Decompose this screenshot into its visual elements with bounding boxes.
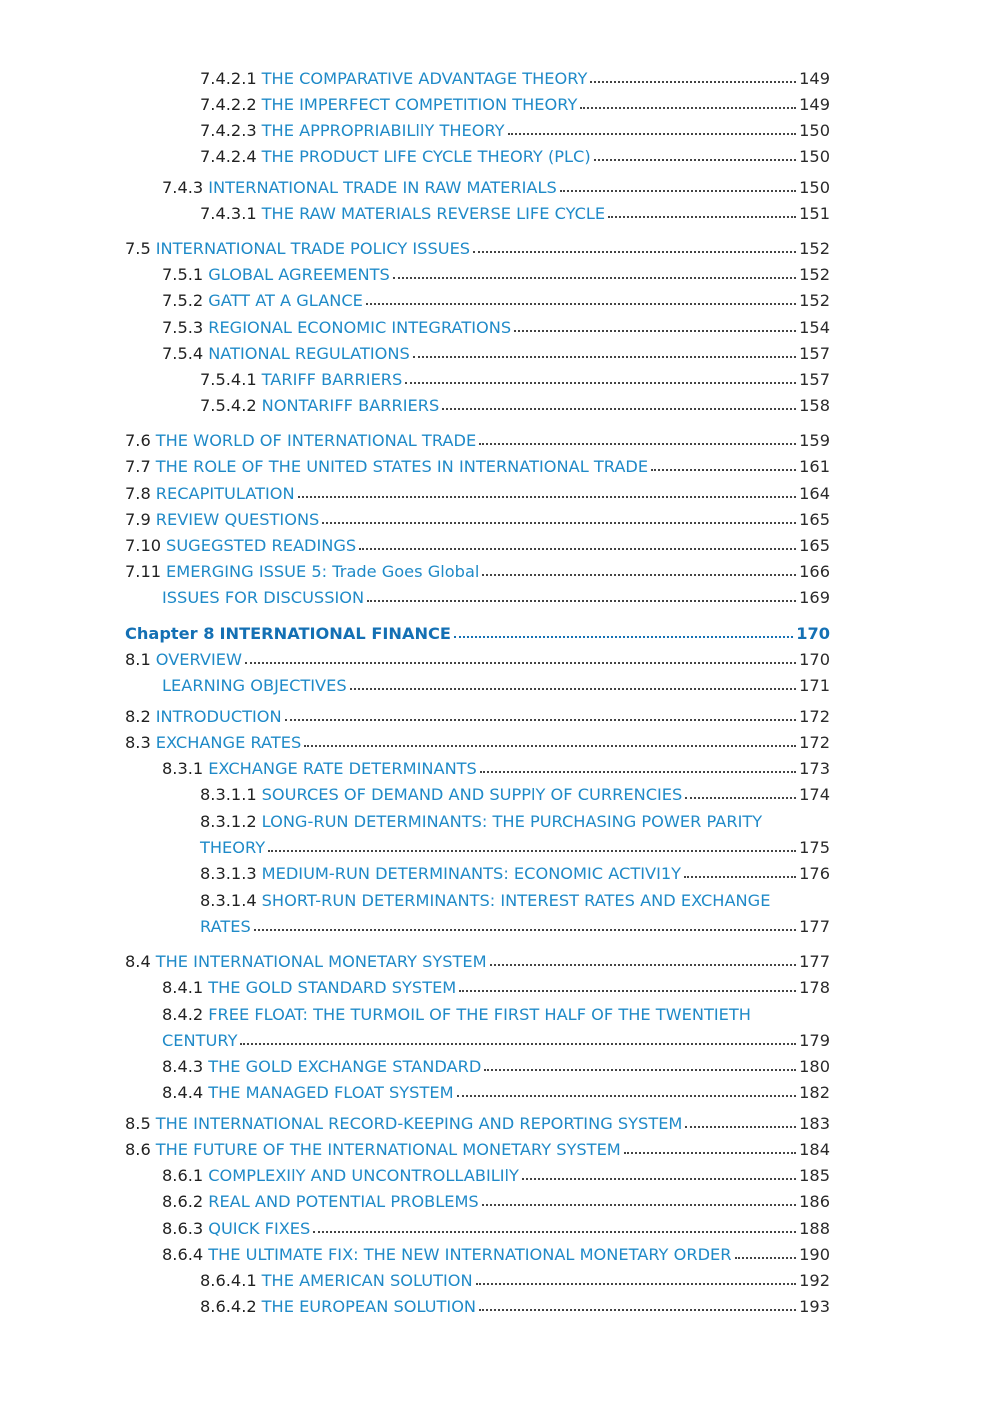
page-number: 152	[799, 290, 830, 310]
toc-entry[interactable]	[162, 336, 830, 362]
page-number: 158	[799, 395, 830, 415]
dot-leader	[240, 1043, 796, 1045]
entry-title[interactable]: INTERNATIONAL TRADE IN RAW MATERIALS	[208, 177, 557, 197]
page-number: 171	[799, 675, 830, 695]
dot-leader	[442, 408, 796, 410]
dot-leader	[522, 1178, 796, 1180]
page-number: 188	[799, 1218, 830, 1238]
toc-chapter-entry[interactable]	[125, 616, 830, 642]
entry-number: 8.6.4	[162, 1244, 204, 1264]
dot-leader	[304, 745, 796, 747]
toc-entry[interactable]	[162, 668, 830, 694]
toc-entry[interactable]	[162, 170, 830, 196]
entry-title[interactable]: THE IMPERFECT COMPETITION THEORY	[261, 94, 578, 114]
entry-title[interactable]: GLOBAL AGREEMENTS	[208, 264, 390, 284]
dot-leader	[594, 159, 796, 161]
page-number: 180	[799, 1056, 830, 1076]
entry-title[interactable]: THE GOLD STANDARD SYSTEM	[208, 977, 457, 997]
entry-title[interactable]: TARIFF BARRIERS	[261, 369, 403, 389]
page-number: 170	[799, 649, 830, 669]
entry-title-continued[interactable]: RATES	[200, 916, 251, 936]
entry-title[interactable]: THE RAW MATERIALS REVERSE LIFE CYCLE	[261, 203, 606, 223]
toc-entry[interactable]	[200, 1289, 830, 1315]
entry-title[interactable]: SUGEGSTED READINGS	[166, 535, 357, 555]
entry-number: 7.4.3.1	[200, 203, 257, 223]
entry-number: 7.4.2.1	[200, 68, 257, 88]
dot-leader	[580, 107, 796, 109]
entry-title[interactable]: EXCHANGE RATE DETERMINANTS	[208, 758, 477, 778]
dot-leader	[608, 216, 796, 218]
entry-title[interactable]: THE APPROPRIABILllY THEORY	[261, 120, 505, 140]
entry-number: 7.5.2	[162, 290, 204, 310]
entry-number: 7.9	[125, 509, 151, 529]
dot-leader	[413, 356, 796, 358]
toc-entry[interactable]	[125, 1106, 830, 1132]
page-number: 170	[796, 623, 830, 643]
page-number: 151	[799, 203, 830, 223]
entry-number: 8.3.1.3	[200, 863, 257, 883]
entry-title[interactable]: THE AMERICAN SOLUTION	[261, 1270, 473, 1290]
dot-leader	[560, 190, 796, 192]
toc-entry[interactable]	[125, 423, 830, 449]
toc-entry[interactable]	[200, 388, 830, 414]
toc-entry[interactable]	[162, 580, 830, 606]
entry-title[interactable]: QUICK FIXES	[208, 1218, 311, 1238]
toc-entry[interactable]	[125, 944, 830, 970]
entry-number: 8.6.2	[162, 1191, 204, 1211]
entry-number: 7.5.4.1	[200, 369, 257, 389]
dot-leader	[366, 303, 796, 305]
entry-number: 8.6.1	[162, 1165, 204, 1185]
page-number: 157	[799, 343, 830, 363]
entry-title[interactable]: SOURCES OF DEMAND AND SUPPlY OF CURRENCIES	[261, 784, 683, 804]
dot-leader	[393, 277, 796, 279]
dot-leader	[473, 251, 796, 253]
dot-leader	[490, 964, 796, 966]
entry-number: 8.4	[125, 951, 151, 971]
dot-leader	[350, 688, 796, 690]
page-number: 154	[799, 317, 830, 337]
entry-number: 8.2	[125, 706, 151, 726]
dot-leader	[245, 662, 796, 664]
dot-leader	[482, 574, 796, 576]
toc-entry[interactable]	[125, 502, 830, 528]
toc-entry[interactable]	[200, 804, 830, 856]
entry-title[interactable]: THE FUTURE OF THE INTERNATIONAL MONETARY SYSTEM	[155, 1139, 621, 1159]
entry-number: 8.4.4	[162, 1082, 204, 1102]
entry-title[interactable]: NONTARIFF BARRIERS	[261, 395, 440, 415]
dot-leader	[508, 133, 797, 135]
page-number: 149	[799, 68, 830, 88]
entry-number: 7.6	[125, 430, 151, 450]
toc-entry[interactable]	[162, 283, 830, 309]
dot-leader	[482, 1204, 796, 1206]
dot-leader	[285, 719, 796, 721]
page-number: 193	[799, 1296, 830, 1316]
chapter-number: Chapter 8	[125, 623, 215, 643]
toc-entry[interactable]	[162, 310, 830, 336]
page-number: 149	[799, 94, 830, 114]
dot-leader	[298, 496, 797, 498]
entry-title[interactable]: THE ROLE OF THE UNITED STATES IN INTERNATIONAL TRADE	[155, 456, 649, 476]
dot-leader	[514, 330, 796, 332]
toc-entry[interactable]	[125, 231, 830, 257]
entry-number: 8.6	[125, 1139, 151, 1159]
page-number: 172	[799, 732, 830, 752]
entry-title-continued[interactable]: CENTURY	[162, 1030, 238, 1050]
toc-entry[interactable]	[200, 139, 830, 165]
page-number: 164	[799, 483, 830, 503]
dot-leader	[454, 636, 793, 638]
page-number: 177	[799, 951, 830, 971]
dot-leader	[359, 548, 796, 550]
dot-leader	[254, 929, 796, 931]
page-number: 166	[799, 561, 830, 581]
dot-leader	[322, 522, 796, 524]
entry-title[interactable]: THE GOLD EXCHANGE STANDARD	[208, 1056, 482, 1076]
entry-title[interactable]: SHORT-RUN DETERMINANTS: INTEREST RATES AND EXCHANGE	[261, 890, 771, 910]
entry-title[interactable]: REGIONAL ECONOMIC INTEGRATIONS	[208, 317, 512, 337]
page-number: 169	[799, 587, 830, 607]
dot-leader	[480, 771, 796, 773]
entry-number: 8.3.1.4	[200, 890, 257, 910]
entry-title[interactable]: LEARNING OBJECTIVES	[162, 675, 347, 695]
toc-entry[interactable]	[200, 113, 830, 139]
toc-entry[interactable]	[125, 476, 830, 502]
entry-number: 7.7	[125, 456, 151, 476]
chapter-title[interactable]: INTERNATIONAL FINANCE	[219, 623, 451, 643]
entry-title[interactable]: THE COMPARATIVE ADVANTAGE THEORY	[261, 68, 588, 88]
dot-leader	[457, 1095, 797, 1097]
dot-leader	[268, 850, 796, 852]
page-number: 184	[799, 1139, 830, 1159]
toc-entry[interactable]	[125, 725, 830, 751]
toc-entry[interactable]	[125, 699, 830, 725]
entry-title[interactable]: COMPLEXIlY AND UNCONTROLLABILIlY	[208, 1165, 519, 1185]
dot-leader	[684, 876, 796, 878]
entry-number: 7.5.4.2	[200, 395, 257, 415]
page-number: 175	[799, 837, 830, 857]
entry-number: 7.8	[125, 483, 151, 503]
page-number: 185	[799, 1165, 830, 1185]
entry-title[interactable]: THE PRODUCT LIFE CYCLE THEORY (PLC)	[261, 146, 591, 166]
toc-entry[interactable]	[162, 257, 830, 283]
dot-leader	[590, 81, 796, 83]
entry-number: 7.5.3	[162, 317, 204, 337]
entry-title[interactable]: THE INTERNATIONAL RECORD-KEEPING AND REPORTING SYSTEM	[155, 1113, 683, 1133]
entry-title[interactable]: THE WORLD OF INTERNATIONAL TRADE	[155, 430, 477, 450]
entry-number: 8.4.2	[162, 1004, 204, 1024]
entry-title[interactable]: THE EUROPEAN SOLUTION	[261, 1296, 477, 1316]
page-number: 174	[799, 784, 830, 804]
page-number: 178	[799, 977, 830, 997]
dot-leader	[624, 1152, 796, 1154]
toc-entry[interactable]	[200, 196, 830, 222]
entry-title[interactable]: OVERVIEW	[155, 649, 242, 669]
entry-title[interactable]: THE INTERNATIONAL MONETARY SYSTEM	[155, 951, 487, 971]
toc-entry[interactable]	[125, 554, 830, 580]
entry-number: 8.5	[125, 1113, 151, 1133]
page-number: 176	[799, 863, 830, 883]
entry-number: 7.5.1	[162, 264, 204, 284]
page-number: 150	[799, 120, 830, 140]
toc-entry[interactable]	[162, 970, 830, 996]
entry-number: 8.4.3	[162, 1056, 204, 1076]
toc-entry[interactable]	[125, 1132, 830, 1158]
toc-entry[interactable]	[200, 883, 830, 935]
entry-number: 7.4.2.3	[200, 120, 257, 140]
toc-entry[interactable]	[125, 528, 830, 554]
toc-entry[interactable]	[125, 449, 830, 475]
dot-leader	[479, 1309, 796, 1311]
entry-title[interactable]: THE MANAGED FLOAT SYSTEM	[208, 1082, 454, 1102]
page-number: 179	[799, 1030, 830, 1050]
entry-title[interactable]: MEDIUM-RUN DETERMINANTS: ECONOMIC ACTIVI1Y	[261, 863, 682, 883]
toc-entry[interactable]	[200, 777, 830, 803]
entry-title[interactable]: GATT AT A GLANCE	[208, 290, 363, 310]
page-number: 150	[799, 146, 830, 166]
entry-title[interactable]: REVIEW QUESTIONS	[155, 509, 320, 529]
page-number: 173	[799, 758, 830, 778]
entry-number: 7.4.3	[162, 177, 204, 197]
toc-entry[interactable]	[125, 642, 830, 668]
page-number: 157	[799, 369, 830, 389]
entry-number: 7.4.2.2	[200, 94, 257, 114]
page-number: 177	[799, 916, 830, 936]
dot-leader	[476, 1283, 797, 1285]
page-number: 182	[799, 1082, 830, 1102]
toc-entry[interactable]	[162, 751, 830, 777]
entry-number: 8.3.1.1	[200, 784, 257, 804]
entry-title[interactable]: ISSUES FOR DISCUSSION	[162, 587, 365, 607]
toc-entry[interactable]	[162, 1158, 830, 1184]
page-number: 190	[799, 1244, 830, 1264]
dot-leader	[459, 990, 796, 992]
page-number: 183	[799, 1113, 830, 1133]
toc-entry[interactable]	[162, 997, 830, 1049]
page-number: 159	[799, 430, 830, 450]
page-number: 192	[799, 1270, 830, 1290]
entry-number: 8.6.3	[162, 1218, 204, 1238]
entry-number: 8.6.4.1	[200, 1270, 257, 1290]
toc-entry[interactable]	[200, 1263, 830, 1289]
entry-title[interactable]: LONG-RUN DETERMINANTS: THE PURCHASING POWER PARITY	[261, 811, 763, 831]
entry-title[interactable]: REAL AND POTENTIAL PROBLEMS	[208, 1191, 479, 1211]
dot-leader	[313, 1231, 796, 1233]
entry-title[interactable]: NATIONAL REGULATIONS	[208, 343, 410, 363]
dot-leader	[405, 382, 796, 384]
page-number: 152	[799, 238, 830, 258]
toc-entry[interactable]	[162, 1184, 830, 1210]
entry-title[interactable]: INTERNATIONAL TRADE POLICY ISSUES	[155, 238, 471, 258]
entry-number: 7.10	[125, 535, 162, 555]
entry-title[interactable]: THE ULTIMATE FIX: THE NEW INTERNATIONAL MONETARY ORDER	[208, 1244, 732, 1264]
toc-entry[interactable]	[200, 87, 830, 113]
page-number: 186	[799, 1191, 830, 1211]
page-number: 165	[799, 535, 830, 555]
page-number: 161	[799, 456, 830, 476]
dot-leader	[735, 1257, 797, 1259]
toc-entry[interactable]	[162, 1211, 830, 1237]
entry-title[interactable]: INTRODUCTION	[155, 706, 282, 726]
page-number: 165	[799, 509, 830, 529]
page-number: 172	[799, 706, 830, 726]
toc-entry[interactable]	[162, 1237, 830, 1263]
page-number: 150	[799, 177, 830, 197]
entry-number: 8.3	[125, 732, 151, 752]
entry-title-continued[interactable]: THEORY	[200, 837, 266, 857]
entry-title[interactable]: RECAPITULATION	[155, 483, 295, 503]
entry-title[interactable]: EXCHANGE RATES	[155, 732, 302, 752]
entry-number: 7.5.4	[162, 343, 204, 363]
entry-number: 7.5	[125, 238, 151, 258]
toc-entry[interactable]	[162, 1049, 830, 1075]
dot-leader	[651, 469, 796, 471]
dot-leader	[484, 1069, 796, 1071]
entry-number: 8.3.1.2	[200, 811, 257, 831]
toc-entry[interactable]	[200, 61, 830, 87]
dot-leader	[685, 797, 796, 799]
entry-number: 7.11	[125, 561, 162, 581]
dot-leader	[685, 1126, 796, 1128]
toc-entry[interactable]	[162, 1075, 830, 1101]
toc-entry[interactable]	[200, 856, 830, 882]
entry-title[interactable]: FREE FLOAT: THE TURMOIL OF THE FIRST HALF OF THE TWENTIETH	[208, 1004, 751, 1024]
entry-number: 8.1	[125, 649, 151, 669]
entry-title[interactable]: EMERGING ISSUE 5: Trade Goes Global	[166, 561, 480, 581]
entry-number: 7.4.2.4	[200, 146, 257, 166]
entry-number: 8.6.4.2	[200, 1296, 257, 1316]
toc-entry[interactable]	[200, 362, 830, 388]
dot-leader	[479, 443, 796, 445]
page-number: 152	[799, 264, 830, 284]
entry-number: 8.3.1	[162, 758, 204, 778]
dot-leader	[367, 600, 796, 602]
entry-number: 8.4.1	[162, 977, 204, 997]
